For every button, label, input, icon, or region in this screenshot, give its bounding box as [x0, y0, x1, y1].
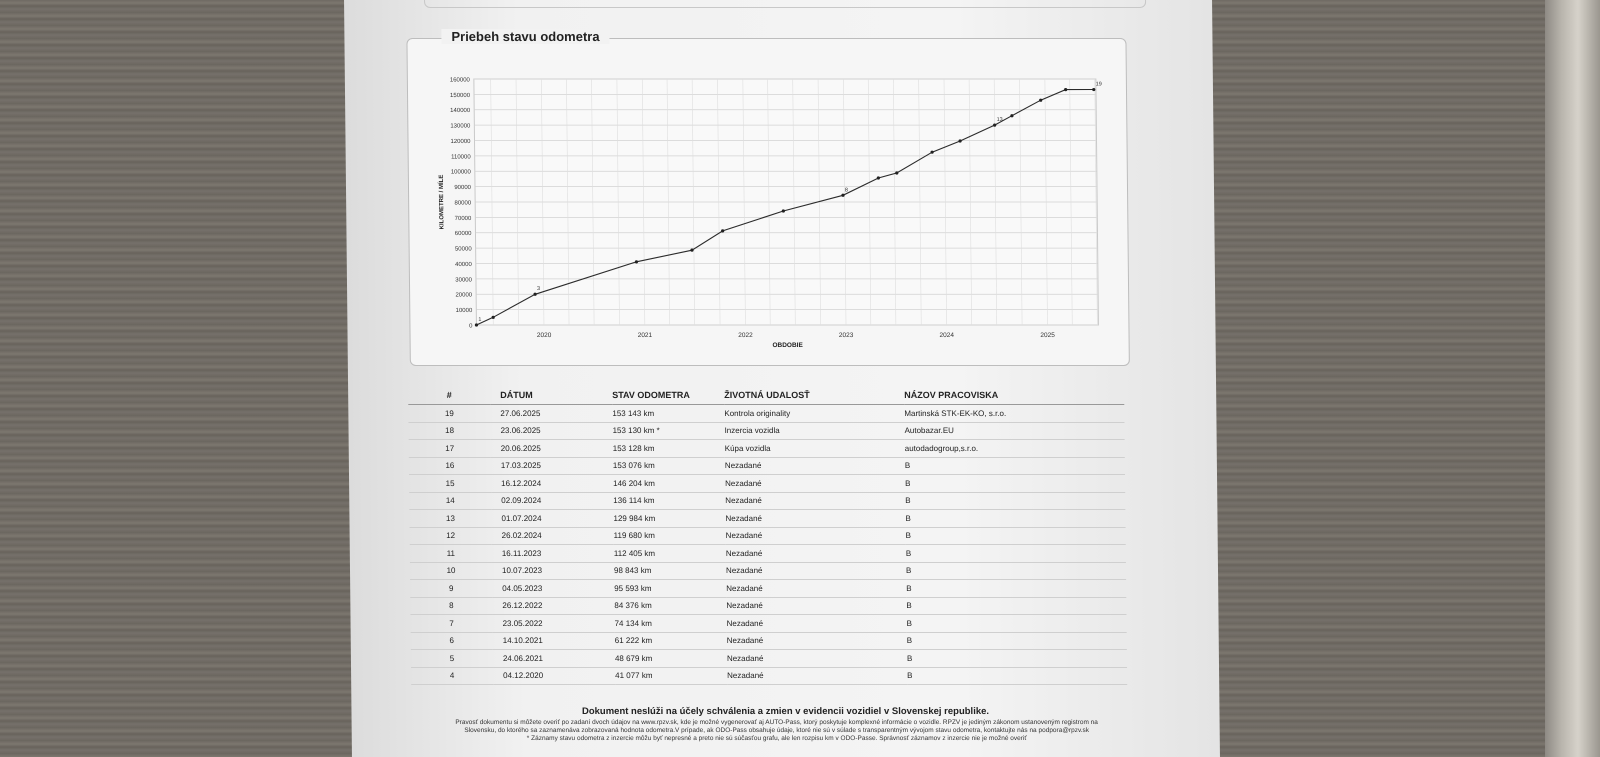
cell-odometer: 74 134 km — [614, 615, 726, 633]
cell-odometer: 119 680 km — [614, 527, 726, 545]
cell-workplace: B — [907, 650, 1127, 668]
y-tick-label: 110000 — [451, 154, 471, 161]
odometer-table — [408, 390, 1127, 685]
footer-line-2: Slovensku, do ktorého sa zaznamenáva zobrazovaná hodnota odometra.V prípade, ak ODO-Pass obsahuje údaje, ktoré nie sú v súlade s transparentným vývojom stavu odometra, kontaktujte nás na podpora@rpzv.sk — [464, 727, 1090, 734]
cell-number: 17 — [409, 440, 491, 458]
cell-number: 15 — [409, 475, 491, 493]
cell-workplace: B — [907, 632, 1127, 650]
point-label: 8 — [844, 187, 849, 194]
x-tick-label: 2025 — [1040, 332, 1055, 339]
x-tick-label: 2023 — [838, 332, 854, 339]
y-tick-label: 130000 — [450, 123, 471, 130]
cell-event: Nezadané — [727, 650, 907, 668]
cell-workplace: B — [906, 545, 1126, 563]
table-row — [409, 457, 1125, 475]
cell-date: 01.07.2024 — [491, 510, 613, 528]
col-header-date: DÁTUM — [490, 390, 612, 405]
odometer-chart-panel — [406, 29, 1129, 366]
cell-workplace: B — [906, 580, 1126, 598]
cell-number: 18 — [408, 422, 490, 440]
cell-event: Nezadané — [725, 475, 905, 493]
cell-event: Nezadané — [726, 580, 906, 598]
footer-line-1: Pravosť dokumentu si môžete overiť po zadaní dvoch údajov na www.rpzv.sk, kde je možné vygenerovať aj AUTO-Pass, ktorý poskytuje komplexné informácie o vozidle. RPZV je jediným zákonom ustanoveným registrom na — [455, 719, 1098, 726]
point-label: 13 — [996, 117, 1003, 124]
chart-title: Priebeh stavu odometra — [441, 29, 609, 44]
cell-workplace: B — [906, 597, 1126, 615]
cell-date: 14.10.2021 — [493, 632, 615, 650]
cell-event: Nezadané — [725, 510, 905, 528]
cell-date: 23.05.2022 — [492, 615, 614, 633]
cell-number: 16 — [409, 457, 491, 475]
y-tick-label: 40000 — [455, 262, 472, 268]
cell-event: Nezadané — [726, 615, 906, 633]
cell-odometer: 98 843 km — [614, 562, 726, 580]
point-label: 19 — [1095, 81, 1102, 88]
cell-odometer: 153 130 km * — [612, 422, 724, 440]
point-label: 1 — [478, 317, 482, 323]
cell-number: 7 — [410, 615, 492, 633]
cell-workplace: B — [905, 492, 1125, 510]
col-header-number: # — [408, 390, 490, 405]
table-row — [410, 580, 1126, 598]
cell-date: 26.02.2024 — [492, 527, 614, 545]
cell-odometer: 136 114 km — [613, 492, 725, 510]
cell-event: Nezadané — [725, 457, 905, 475]
cell-odometer: 61 222 km — [615, 632, 727, 650]
cell-workplace: B — [907, 667, 1127, 685]
footer-disclaimer: Dokument neslúži na účely schválenia a zmien v evidencii vozidiel v Slovenskej republike. — [581, 706, 990, 717]
table-row — [409, 440, 1125, 458]
cell-date: 26.12.2022 — [492, 597, 614, 615]
table-row — [410, 615, 1126, 633]
table-row — [409, 510, 1125, 528]
y-tick-label: 80000 — [454, 200, 472, 207]
cell-number: 10 — [410, 562, 492, 580]
cell-date: 17.03.2025 — [491, 457, 613, 475]
y-tick-label: 10000 — [455, 308, 473, 315]
cell-odometer: 146 204 km — [613, 475, 725, 493]
previous-section-box — [424, 0, 1146, 8]
table-row — [411, 667, 1127, 685]
table-header-row — [408, 390, 1124, 405]
cell-number: 12 — [410, 527, 492, 545]
table-row — [408, 405, 1124, 423]
cell-date: 04.05.2023 — [492, 580, 614, 598]
y-tick-label: 150000 — [449, 92, 471, 99]
cell-workplace: B — [906, 615, 1126, 633]
table-row — [411, 650, 1127, 668]
y-tick-label: 20000 — [455, 292, 473, 299]
table-row — [410, 527, 1126, 545]
col-header-odometer: STAV ODOMETRA — [612, 390, 724, 405]
cell-odometer: 153 076 km — [613, 457, 725, 475]
cell-number: 11 — [410, 545, 492, 563]
x-tick-label: 2020 — [536, 332, 552, 339]
odometer-chart — [407, 39, 1128, 365]
cell-odometer: 95 593 km — [614, 580, 726, 598]
cell-date: 27.06.2025 — [490, 405, 612, 423]
cell-workplace: Martinská STK-EK-KO, s.r.o. — [904, 405, 1124, 423]
cell-event: Nezadané — [726, 562, 906, 580]
cell-number: 6 — [411, 632, 493, 650]
cell-odometer: 41 077 km — [615, 667, 727, 685]
cell-event: Nezadané — [726, 597, 906, 615]
y-tick-label: 70000 — [454, 215, 472, 222]
cell-number: 4 — [411, 667, 493, 685]
cell-date: 02.09.2024 — [491, 492, 613, 510]
cell-event: Nezadané — [727, 632, 907, 650]
cell-workplace: Autobazar.EU — [904, 422, 1124, 440]
table-row — [409, 475, 1125, 493]
table-row — [410, 562, 1126, 580]
cell-event: Nezadané — [727, 667, 907, 685]
cell-date: 24.06.2021 — [493, 650, 615, 668]
cell-date: 20.06.2025 — [491, 440, 613, 458]
table-body — [408, 405, 1127, 685]
cell-date: 04.12.2020 — [493, 667, 615, 685]
table-row — [409, 492, 1125, 510]
cell-odometer: 153 143 km — [612, 405, 724, 423]
cell-date: 23.06.2025 — [490, 422, 612, 440]
cell-workplace: B — [906, 562, 1126, 580]
cell-number: 8 — [410, 597, 492, 615]
cell-date: 10.07.2023 — [492, 562, 614, 580]
col-header-event: ŽIVOTNÁ UDALOSŤ — [724, 390, 904, 405]
cell-workplace: B — [906, 527, 1126, 545]
cell-odometer: 84 376 km — [614, 597, 726, 615]
x-tick-label: 2021 — [637, 332, 653, 339]
cell-number: 19 — [408, 405, 490, 423]
x-tick-label: 2022 — [738, 332, 753, 339]
y-tick-label: 90000 — [454, 185, 472, 192]
col-header-workplace: NÁZOV PRACOVISKA — [904, 390, 1124, 405]
y-tick-label: 160000 — [449, 77, 470, 84]
cell-odometer: 153 128 km — [613, 440, 725, 458]
cell-odometer: 48 679 km — [615, 650, 727, 668]
document-page — [344, 0, 1220, 757]
y-tick-label: 60000 — [454, 231, 472, 238]
cell-number: 13 — [409, 510, 491, 528]
table-row — [411, 632, 1127, 650]
cell-event: Inzercia vozidla — [724, 422, 904, 440]
cell-event: Kontrola originality — [724, 405, 904, 423]
point-label: 3 — [537, 286, 541, 293]
background-panel — [1545, 0, 1600, 757]
cell-workplace: B — [905, 457, 1125, 475]
y-axis-title: KILOMETRE / MÍLE — [438, 174, 446, 230]
cell-date: 16.12.2024 — [491, 475, 613, 493]
table-row — [410, 545, 1126, 563]
cell-event: Kúpa vozidla — [725, 440, 905, 458]
footer-note — [412, 719, 1142, 743]
y-tick-label: 50000 — [454, 246, 472, 253]
cell-number: 14 — [409, 492, 491, 510]
y-tick-label: 140000 — [450, 108, 471, 115]
cell-workplace: autodadogroup,s.r.o. — [905, 440, 1125, 458]
cell-number: 9 — [410, 580, 492, 598]
table-row — [410, 597, 1126, 615]
x-axis-title: OBDOBIE — [772, 342, 803, 349]
y-tick-label: 120000 — [450, 139, 471, 145]
y-tick-label: 100000 — [450, 169, 471, 176]
y-tick-label: 0 — [469, 323, 473, 330]
cell-workplace: B — [905, 510, 1125, 528]
cell-odometer: 112 405 km — [614, 545, 726, 563]
footer-line-3: * Záznamy stavu odometra z inzercie môžu byť nepresné a preto nie sú súčasťou grafu, ale len rozpisu km v ODO-Passe. Správnosť záznamov z inzercie nie je možné overiť — [526, 735, 1027, 742]
cell-event: Nezadané — [726, 527, 906, 545]
cell-date: 16.11.2023 — [492, 545, 614, 563]
table-row — [408, 422, 1124, 440]
cell-workplace: B — [905, 475, 1125, 493]
cell-odometer: 129 984 km — [613, 510, 725, 528]
x-tick-label: 2024 — [939, 332, 954, 339]
cell-event: Nezadané — [726, 545, 906, 563]
cell-event: Nezadané — [725, 492, 905, 510]
y-tick-label: 30000 — [455, 277, 473, 284]
cell-number: 5 — [411, 650, 493, 668]
